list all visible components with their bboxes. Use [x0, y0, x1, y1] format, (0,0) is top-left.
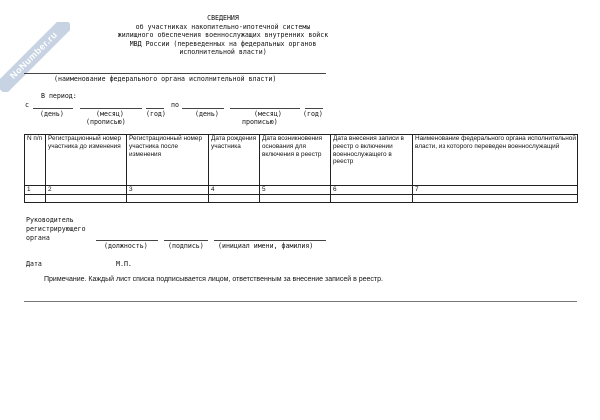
to-day-caption: (день)	[195, 110, 219, 118]
to-year-caption: (год)	[303, 110, 323, 118]
number-cell: 3	[127, 186, 209, 195]
table-number-row	[25, 186, 578, 195]
from-year-line	[146, 108, 164, 109]
number-cell: 5	[260, 186, 331, 195]
number-cell: 4	[209, 186, 260, 195]
title-line-5: исполнительной власти)	[179, 48, 267, 56]
header-cell: Наименование федерального органа исполнительной власти, из которого переведен военнослужащий	[413, 135, 578, 186]
initials-caption: (инициал имени, фамилия)	[218, 242, 314, 250]
empty-cell	[127, 194, 209, 202]
empty-cell	[209, 194, 260, 202]
empty-cell	[413, 194, 578, 202]
header-cell: N п/п	[25, 135, 46, 186]
table-empty-row	[25, 194, 578, 202]
initials-line	[214, 240, 326, 241]
header-cell: Регистрационный номер участника до изменения	[46, 135, 127, 186]
period-from: с	[25, 101, 29, 109]
title-line-1: СВЕДЕНИЯ	[207, 14, 239, 22]
position-caption: (должность)	[104, 242, 148, 250]
empty-cell	[46, 194, 127, 202]
footnote: Примечание. Каждый лист списка подписывается лицом, ответственным за внесение записей в реестр.	[44, 276, 383, 283]
from-words-caption: (прописью)	[86, 118, 126, 126]
header-cell: Дата рождения участника	[209, 135, 260, 186]
from-month-caption: (месяц)	[96, 110, 124, 118]
number-cell: 6	[331, 186, 413, 195]
empty-cell	[260, 194, 331, 202]
to-month-line	[230, 108, 300, 109]
table-header-row	[25, 135, 578, 186]
period-to: по	[171, 101, 179, 109]
head-label-3: органа	[26, 234, 50, 242]
from-day-caption: (день)	[40, 110, 64, 118]
to-words-caption: прописью)	[242, 118, 278, 126]
from-year-caption: (год)	[146, 110, 166, 118]
position-line	[96, 240, 158, 241]
watermark-text: NoNumber.ru	[0, 22, 70, 92]
stamp-label: М.П.	[116, 260, 132, 268]
from-month-line	[80, 108, 142, 109]
to-year-line	[305, 108, 323, 109]
empty-cell	[331, 194, 413, 202]
authority-name-line	[24, 73, 326, 74]
title-line-4: МВД России (переведенных на федеральных органов	[129, 40, 317, 48]
from-day-line	[33, 108, 73, 109]
period-label: В период:	[41, 92, 77, 100]
head-label-2: регистрирующего	[26, 225, 86, 233]
date-label: Дата	[26, 260, 42, 268]
header-cell: Дата возникновения основания для включения в реестр	[260, 135, 331, 186]
number-cell: 1	[25, 186, 46, 195]
authority-caption: (наименование федерального органа исполнительной власти)	[54, 75, 277, 83]
title-line-3: жилищного обеспечения военнослужащих внутренних войск	[117, 31, 329, 39]
header-cell: Дата внесения записи в реестр о включении военнослужащего в реестр	[331, 135, 413, 186]
head-label-1: Руководитель	[26, 216, 74, 224]
register-table	[24, 134, 578, 203]
number-cell: 7	[413, 186, 578, 195]
bottom-rule	[24, 301, 577, 302]
to-day-line	[182, 108, 224, 109]
header-cell: Регистрационный номер участника после изменения	[127, 135, 209, 186]
to-month-caption: (месяц)	[254, 110, 282, 118]
empty-cell	[25, 194, 46, 202]
sign-line	[164, 240, 208, 241]
title-line-2: об участниках накопительно-ипотечной системы	[135, 23, 311, 31]
sign-caption: (подпись)	[168, 242, 204, 250]
number-cell: 2	[46, 186, 127, 195]
